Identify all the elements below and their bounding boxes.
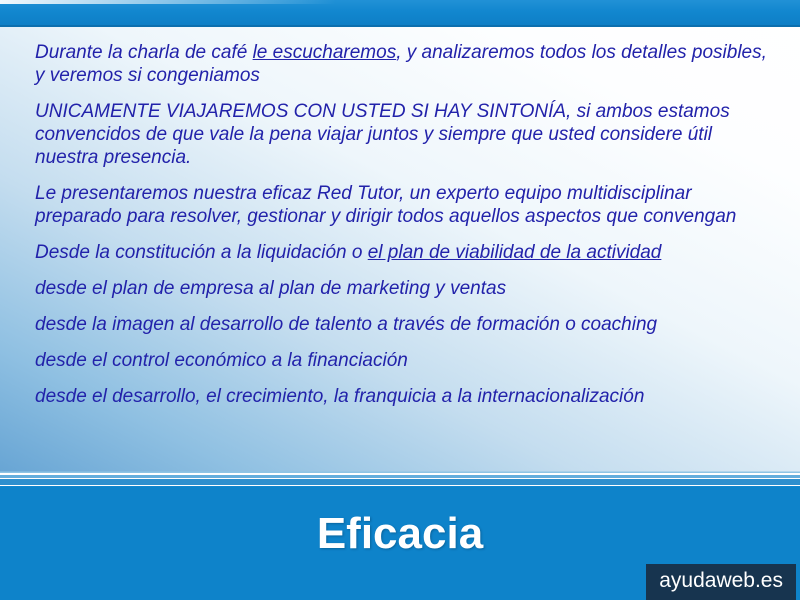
watermark-badge: ayudaweb.es — [646, 564, 796, 600]
text-segment: le escucharemos — [252, 42, 397, 63]
text-segment: desde el desarrollo, el crecimiento, la franquicia a la internacionalización — [35, 386, 645, 407]
paragraph — [35, 182, 770, 228]
body-text — [35, 41, 770, 421]
text-segment: , y analizaremos todos los detalles posibles, y veremos si congeniamos — [35, 42, 767, 86]
paragraph — [35, 241, 770, 264]
top-accent-bar — [0, 0, 800, 27]
paragraph — [35, 41, 770, 87]
text-segment: Durante la charla de café — [35, 42, 253, 63]
text-segment: desde el control económico a la financiación — [35, 350, 408, 371]
slide-title: Eficacia — [316, 509, 484, 558]
text-segment: Desde la constitución a la liquidación o — [35, 242, 368, 263]
paragraph — [35, 385, 770, 408]
paragraph — [35, 100, 770, 169]
text-segment: desde la imagen al desarrollo de talento a través de formación o coaching — [35, 314, 658, 335]
text-segment: desde el plan de empresa al plan de marketing y ventas — [35, 278, 507, 299]
text-segment: Le presentaremos nuestra eficaz Red Tutor, un experto equipo multidisciplinar preparado para resolver, gestionar y dirigir todos aquellos aspectos que convengan — [35, 183, 737, 227]
divider-stripes — [0, 467, 800, 487]
paragraph — [35, 349, 770, 372]
text-segment: UNICAMENTE VIAJAREMOS CON USTED SI HAY SINTONÍA, si ambos estamos convencidos de que vale la pena viajar juntos y siempre que usted considere útil nuestra presencia. — [35, 101, 730, 168]
paragraph — [35, 313, 770, 336]
paragraph — [35, 277, 770, 300]
text-segment: el plan de viabilidad de la actividad — [367, 242, 662, 263]
